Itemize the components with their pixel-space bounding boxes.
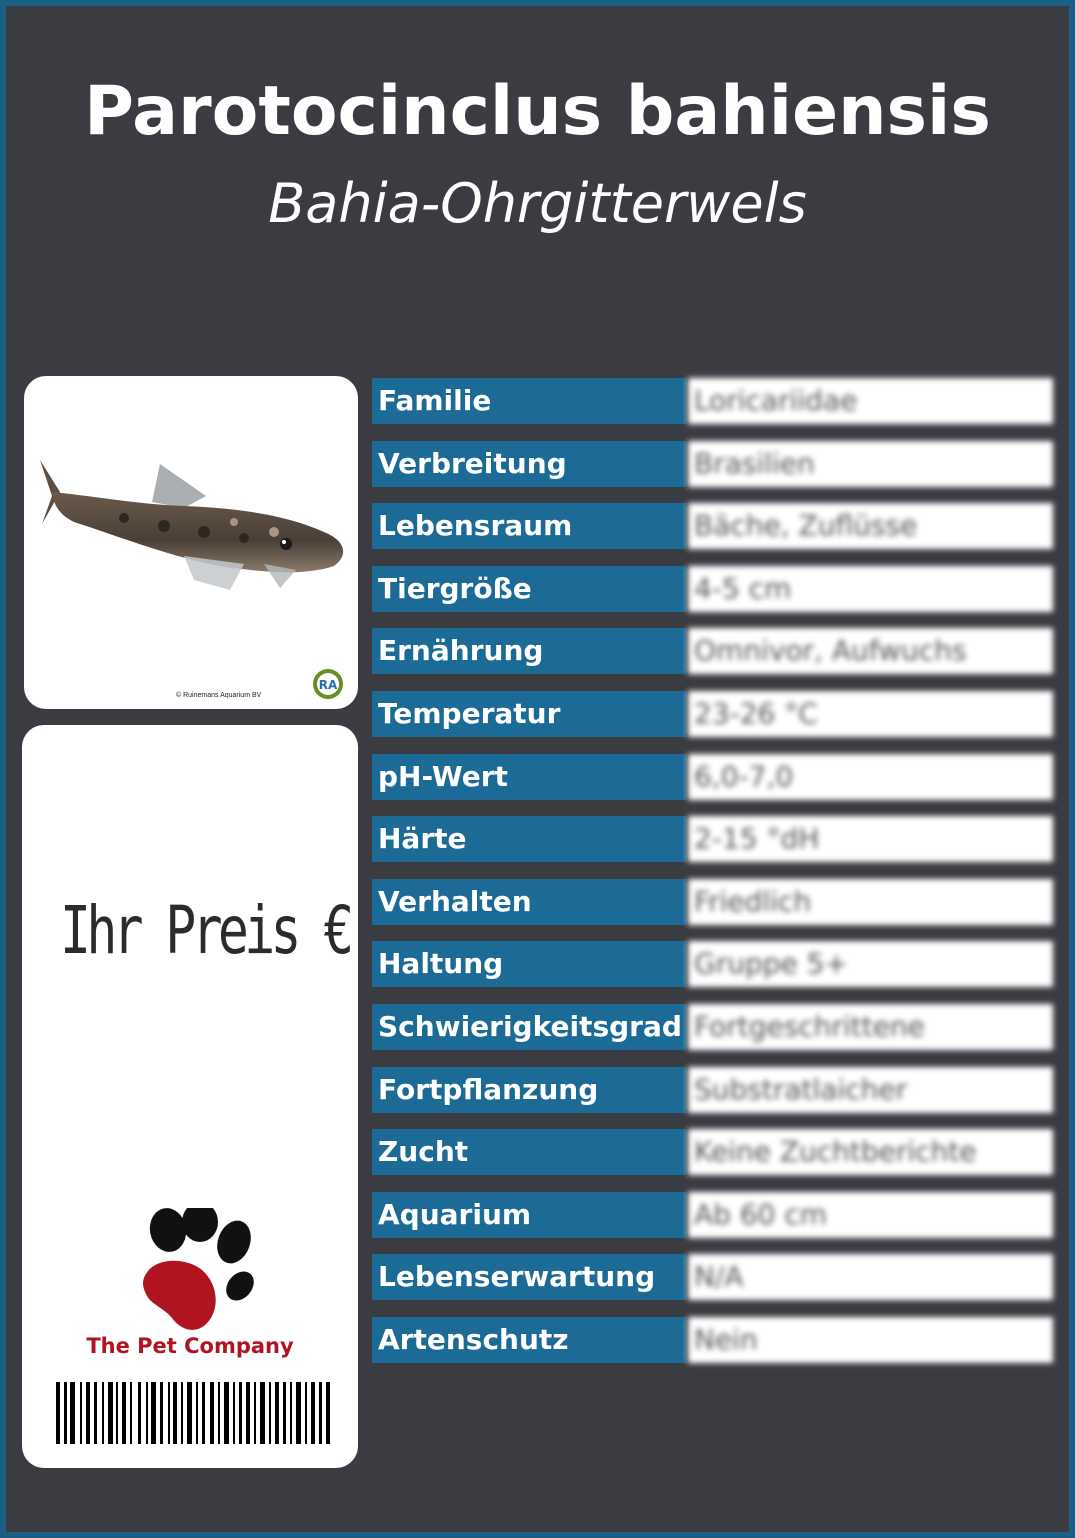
row-label: Verbreitung xyxy=(372,441,686,487)
row-label: Haltung xyxy=(372,941,686,987)
row-value: 6,0-7,0 xyxy=(688,754,1053,800)
table-row xyxy=(372,1192,1053,1238)
table-row xyxy=(372,1317,1053,1363)
row-value: N/A xyxy=(688,1254,1053,1300)
table-row xyxy=(372,1129,1053,1175)
table-row xyxy=(372,816,1053,862)
ra-logo-icon xyxy=(312,668,344,700)
row-label: Temperatur xyxy=(372,691,686,737)
row-value: Substratlaicher xyxy=(688,1067,1053,1113)
table-row xyxy=(372,1067,1053,1113)
photo-copyright: © Ruinemans Aquarium BV xyxy=(176,692,262,699)
brand-name: The Pet Company xyxy=(86,1334,294,1358)
row-value: 23-26 °C xyxy=(688,691,1053,737)
table-row xyxy=(372,1254,1053,1300)
row-label: Fortpflanzung xyxy=(372,1067,686,1113)
paw-logo-icon xyxy=(138,1208,262,1336)
row-value: Nein xyxy=(688,1317,1053,1363)
common-name: Bahia-Ohrgitterwels xyxy=(268,172,807,235)
row-value: Ab 60 cm xyxy=(688,1192,1053,1238)
row-label: Tiergröße xyxy=(372,566,686,612)
table-row xyxy=(372,503,1053,549)
row-value: 4-5 cm xyxy=(688,566,1053,612)
barcode xyxy=(56,1382,332,1444)
row-value: Bäche, Zuflüsse xyxy=(688,503,1053,549)
row-value: Loricariidae xyxy=(688,378,1053,424)
table-row xyxy=(372,941,1053,987)
row-value: Brasilien xyxy=(688,441,1053,487)
fish-photo xyxy=(34,452,350,597)
table-row xyxy=(372,566,1053,612)
row-value: Fortgeschrittene xyxy=(688,1004,1053,1050)
row-label: Ernährung xyxy=(372,628,686,674)
row-label: Schwierigkeitsgrad xyxy=(372,1004,686,1050)
row-label: Familie xyxy=(372,378,686,424)
row-label: Lebenserwartung xyxy=(372,1254,686,1300)
row-label: pH-Wert xyxy=(372,754,686,800)
row-value: 2-15 °dH xyxy=(688,816,1053,862)
table-row xyxy=(372,691,1053,737)
table-row xyxy=(372,441,1053,487)
row-label: Lebensraum xyxy=(372,503,686,549)
table-row xyxy=(372,628,1053,674)
row-label: Zucht xyxy=(372,1129,686,1175)
row-label: Verhalten xyxy=(372,879,686,925)
table-row xyxy=(372,378,1053,424)
row-value: Keine Zuchtberichte xyxy=(688,1129,1053,1175)
table-row xyxy=(372,879,1053,925)
row-label: Aquarium xyxy=(372,1192,686,1238)
table-row xyxy=(372,754,1053,800)
row-label: Artenschutz xyxy=(372,1317,686,1363)
price-label: Ihr Preis € xyxy=(60,892,350,969)
row-value: Omnivor, Aufwuchs xyxy=(688,628,1053,674)
row-value: Gruppe 5+ xyxy=(688,941,1053,987)
table-row xyxy=(372,1004,1053,1050)
row-label: Härte xyxy=(372,816,686,862)
species-title: Parotocinclus bahiensis xyxy=(84,72,991,151)
row-value: Friedlich xyxy=(688,879,1053,925)
svg-text:RA: RA xyxy=(318,678,338,692)
